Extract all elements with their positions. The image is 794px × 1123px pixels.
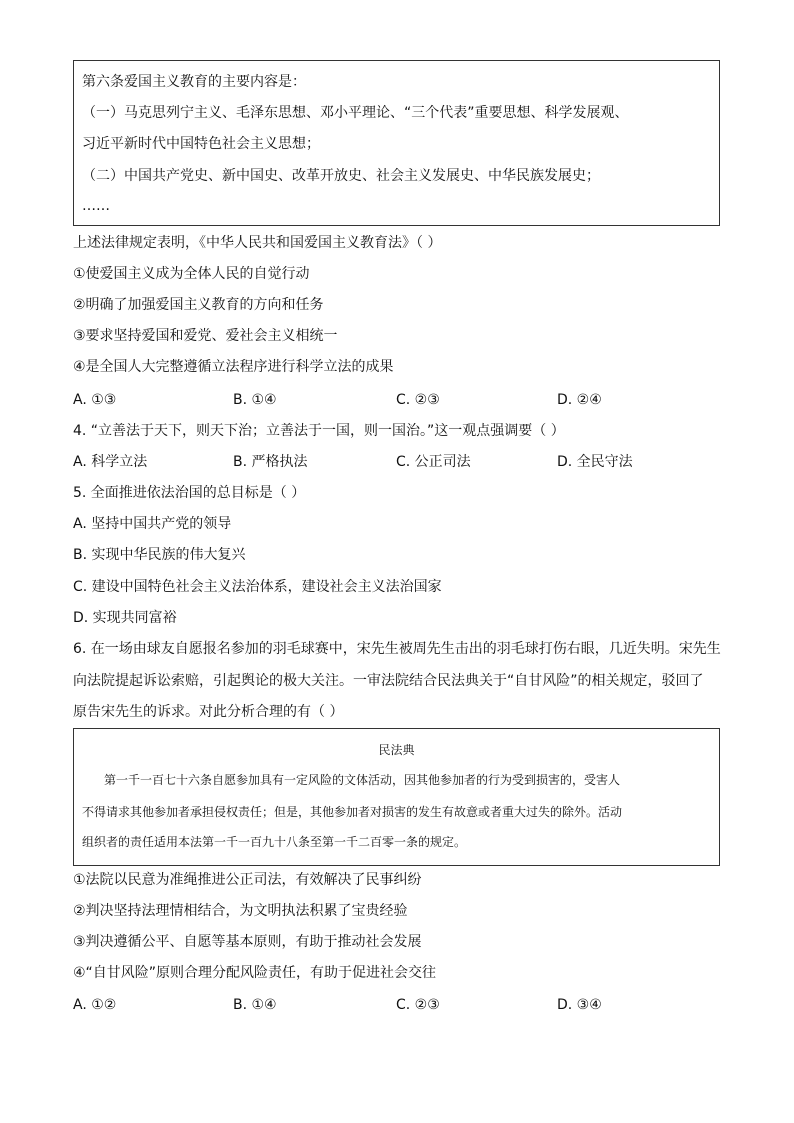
option-c[interactable]: C. 公正司法	[396, 454, 471, 470]
box-line: （一）马克思列宁主义、毛泽东思想、邓小平理论、“三个代表”重要思想、科学发展观、	[82, 105, 629, 121]
box-line: 第六条爱国主义教育的主要内容是：	[82, 74, 306, 90]
option-c[interactable]: C. 建设中国特色社会主义法治体系，建设社会主义法治国家	[73, 579, 442, 595]
question-6-stem: 6. 在一场由球友自愿报名参加的羽毛球赛中，宋先生被周先生击出的羽毛球打伤右眼，几近失明。宋先生	[73, 641, 721, 657]
question-5-stem: 5. 全面推进依法治国的总目标是（ ）	[73, 485, 306, 501]
option-b[interactable]: B. 实现中华民族的伟大复兴	[73, 547, 246, 563]
option-d[interactable]: D. ③④	[557, 997, 602, 1013]
law-line: 第一千一百七十六条自愿参加具有一定风险的文体活动，因其他参加者的行为受到损害的，受害人	[104, 773, 621, 787]
option-b[interactable]: B. ①④	[233, 997, 277, 1013]
question-3-stem: 上述法律规定表明，《中华人民共和国爱国主义教育法》（ ）	[73, 235, 442, 251]
law-title: 民法典	[378, 743, 415, 757]
statement-item: ①使爱国主义成为全体人民的自觉行动	[73, 266, 310, 282]
box-line: ……	[82, 198, 110, 214]
question-6-stem: 向法院提起诉讼索赔，引起舆论的极大关注。一审法院结合民法典关于“自甘风险”的相关规定，驳回了	[73, 673, 704, 689]
statement-item: ③要求坚持爱国和爱党、爱社会主义相统一	[73, 328, 338, 344]
statement-item: ③判决遵循公平、自愿等基本原则，有助于推动社会发展	[73, 934, 422, 950]
law-line: 组织者的责任适用本法第一千一百九十八条至第一千二百零一条的规定。	[82, 835, 467, 849]
option-d[interactable]: D. 全民守法	[557, 454, 633, 470]
option-c[interactable]: C. ②③	[396, 392, 440, 408]
option-a[interactable]: A. 科学立法	[73, 454, 148, 470]
statement-item: ②判决坚持法理情相结合，为文明执法积累了宝贵经验	[73, 903, 408, 919]
option-d[interactable]: D. ②④	[557, 392, 602, 408]
option-a[interactable]: A. ①③	[73, 392, 117, 408]
option-a[interactable]: A. ①②	[73, 997, 117, 1013]
box-line: （二）中国共产党史、新中国史、改革开放史、社会主义发展史、中华民族发展史；	[82, 168, 600, 184]
option-a[interactable]: A. 坚持中国共产党的领导	[73, 516, 232, 532]
statement-item: ④是全国人大完整遵循立法程序进行科学立法的成果	[73, 359, 394, 375]
question-6-stem: 原告宋先生的诉求。对此分析合理的有（ ）	[73, 704, 344, 720]
law-line: 不得请求其他参加者承担侵权责任；但是，其他参加者对损害的发生有故意或者重大过失的除外。活动	[82, 805, 623, 819]
option-d[interactable]: D. 实现共同富裕	[73, 610, 177, 626]
option-c[interactable]: C. ②③	[396, 997, 440, 1013]
box-line: 习近平新时代中国特色社会主义思想；	[82, 136, 320, 152]
statement-item: ④“自甘风险”原则合理分配风险责任，有助于促进社会交往	[73, 965, 437, 981]
question-4-stem: 4. “立善法于天下，则天下治；立善法于一国，则一国治。”这一观点强调要（ ）	[73, 423, 565, 439]
option-b[interactable]: B. 严格执法	[233, 454, 308, 470]
law-excerpt-box	[73, 60, 720, 226]
civil-code-box	[73, 728, 720, 866]
statement-item: ②明确了加强爱国主义教育的方向和任务	[73, 297, 324, 313]
option-b[interactable]: B. ①④	[233, 392, 277, 408]
statement-item: ①法院以民意为准绳推进公正司法，有效解决了民事纠纷	[73, 872, 422, 888]
